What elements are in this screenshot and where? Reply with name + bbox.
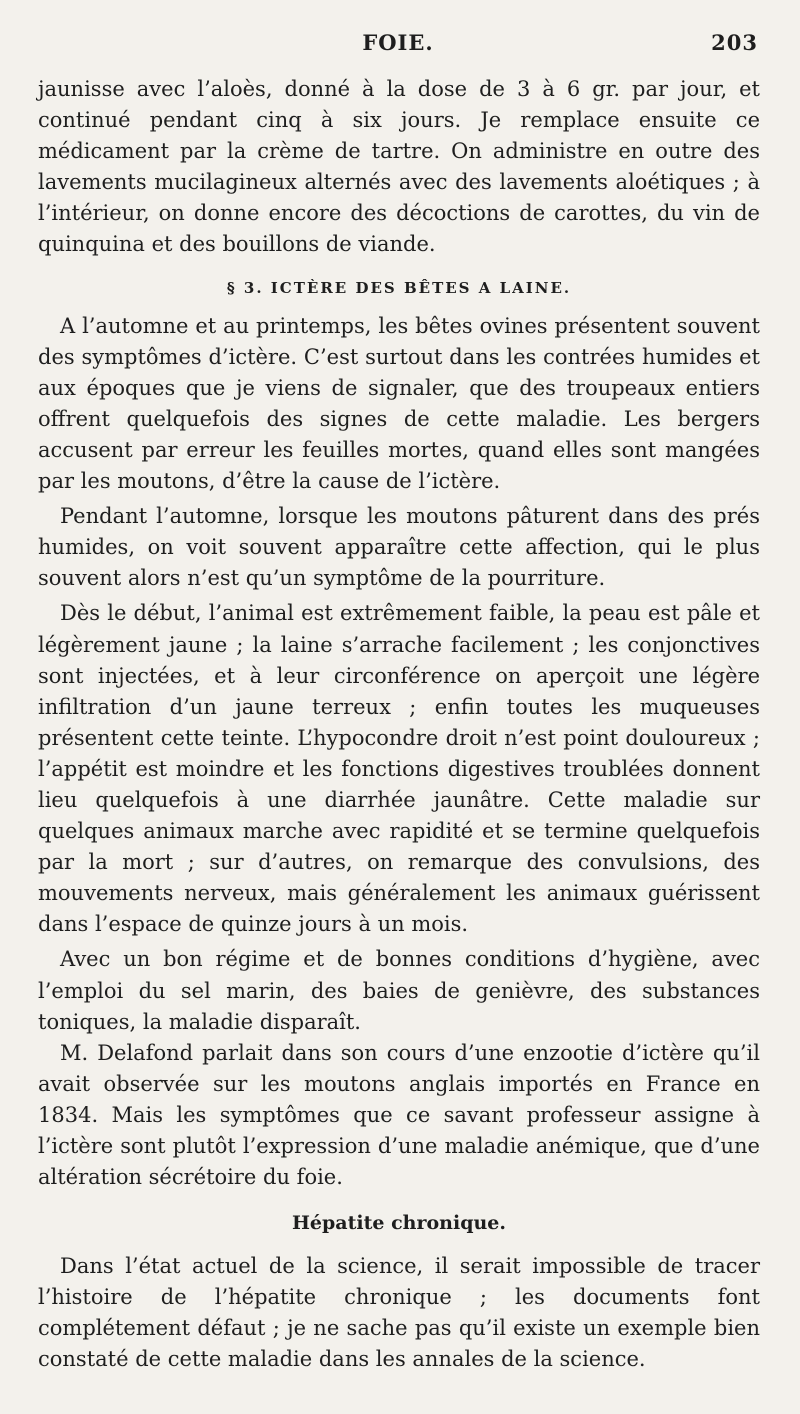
paragraph-regime: Avec un bon régime et de bonnes conditions d’hygiène, avec l’emploi du sel marin, des baies de genièvre, des substances toniques, la maladie disparaît. bbox=[38, 947, 760, 1034]
paragraph-debut: Dès le début, l’animal est extrêmement faible, la peau est pâle et légèrement jaune ; la laine s’arrache facilement ; les conjonctives sont injectées, et à leur circonférence on aperçoit une légère infiltration d’un jaune terreux ; enfin toutes les muqueuses présentent cette teinte. L’hypocondre droit n’est point douloureux ; l’appétit est moindre et les fonctions digestives troublées donnent lieu quelquefois à une diarrhée jaunâtre. Cette maladie sur quelques animaux marche avec rapidité et se termine quelquefois par la mort ; sur d’autres, on remarque des convulsions, des mouvements nerveux, mais généralement les animaux guérissent dans l’espace de quinze jours à un mois. bbox=[38, 601, 760, 937]
paragraph-hepatite: Dans l’état actuel de la science, il serait impossible de tracer l’histoire de l’hépatite chronique ; les documents font complétement défaut ; je ne sache pas qu’il existe un exemple bien constaté de cette maladie dans les annales de la science. bbox=[38, 1254, 760, 1372]
paragraph-automne: A l’automne et au printemps, les bêtes ovines présentent souvent des symptômes d’ictère. C’est surtout dans les contrées humides et aux époques que je viens de signaler, que des troupeaux entiers offrent quelquefois des signes de cette maladie. Les bergers accusent par erreur les feuilles mortes, quand elles sont mangées par les moutons, d’être la cause de l’ictère. bbox=[38, 313, 760, 494]
running-header bbox=[38, 30, 758, 60]
page-number: 203 bbox=[711, 30, 758, 55]
paragraph-pendant: Pendant l’automne, lorsque les moutons pâturent dans des prés humides, on voit souvent apparaître cette affection, qui le plus souvent alors n’est qu’un symptôme de la pourriture. bbox=[38, 504, 760, 591]
paragraph-delafond: M. Delafond parlait dans son cours d’une enzootie d’ictère qu’il avait observée sur les moutons anglais importés en France en 1834. Mais les symptômes que ce savant professeur assigne à l’ictère sont plutôt l’expression d’une maladie anémique, que d’une altération sécrétoire du foie. bbox=[38, 1040, 760, 1190]
running-title: FOIE. bbox=[362, 30, 434, 55]
paragraph-continuation: jaunisse avec l’aloès, donné à la dose de 3 à 6 gr. par jour, et continué pendant cinq à six jours. Je remplace ensuite ce médicament par la crème de tartre. On administre en outre des lavements mucilagineux alternés avec des lavements aloétiques ; à l’intérieur, on donne encore des décoctions de carottes, du vin de quinquina et des bouillons de viande. bbox=[38, 77, 760, 257]
section-heading-ictere: § 3. ICTÈRE DES BÊTES A LAINE. bbox=[226, 278, 572, 297]
page-body bbox=[38, 74, 760, 1376]
section-heading-hepatite: Hépatite chronique. bbox=[291, 1212, 506, 1235]
